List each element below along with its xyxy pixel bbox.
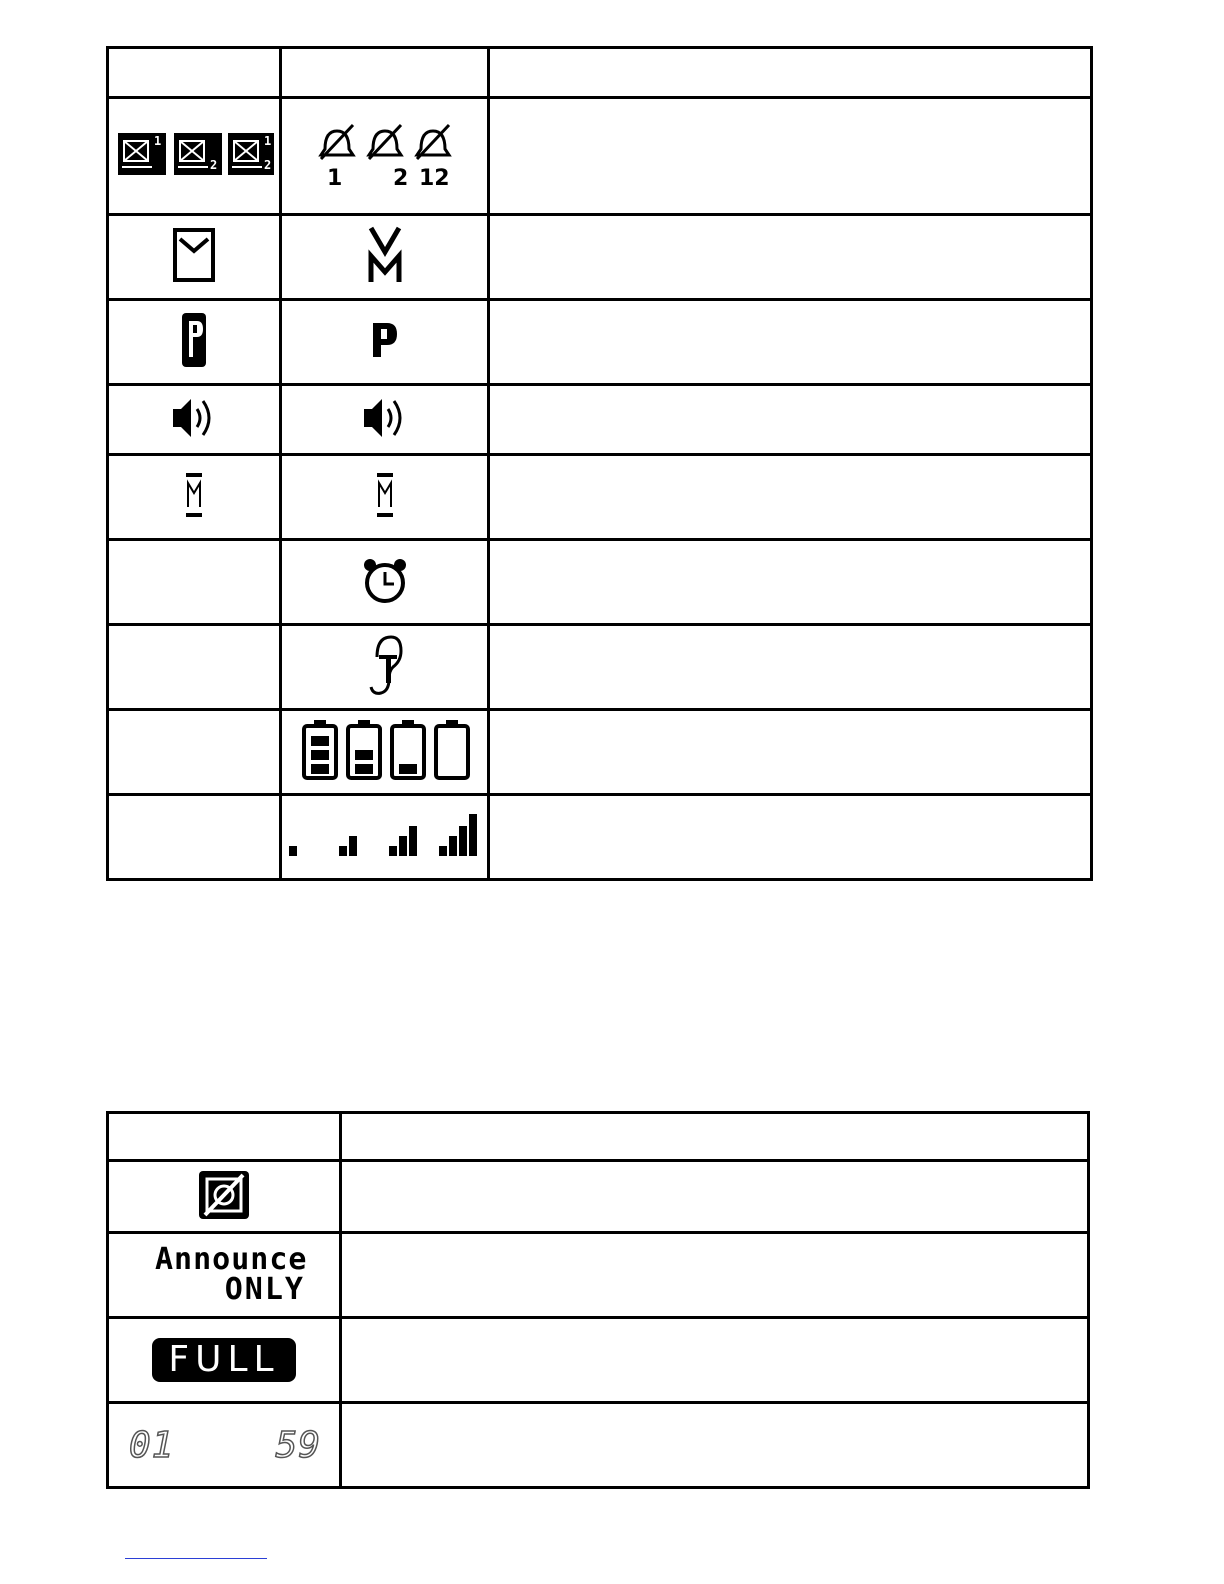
speaker-icon: [362, 395, 408, 441]
icon-cell: [281, 625, 489, 710]
icon-cell: [108, 710, 281, 795]
icon-cell: [108, 540, 281, 625]
table-header-row: [108, 1113, 1089, 1161]
mute-icon: [184, 471, 204, 519]
icon-cell: [108, 215, 281, 300]
description-cell: [489, 540, 1092, 625]
description-cell: [489, 625, 1092, 710]
table-row: [108, 455, 1092, 540]
icon-cell: [108, 300, 281, 385]
base-display-table: [106, 1111, 1090, 1489]
table-header-row: [108, 48, 1092, 98]
description-cell: [489, 300, 1092, 385]
only-text: ONLY: [224, 1272, 305, 1307]
table-row: [108, 1233, 1089, 1318]
svg-text:2: 2: [210, 158, 218, 172]
ringer-label: 2: [392, 166, 408, 189]
memory-full-display: FULL: [152, 1338, 296, 1382]
voicemail-icon: [368, 226, 402, 284]
svg-text:1: 1: [154, 134, 162, 148]
hearing-aid-icon: [367, 633, 403, 697]
description-cell: [489, 455, 1092, 540]
header-cell: [108, 48, 281, 98]
icon-cell: [108, 98, 281, 215]
icon-cell: [108, 1403, 341, 1488]
table-row: [108, 215, 1092, 300]
icon-cell: [281, 98, 489, 215]
icon-cell: [108, 1233, 341, 1318]
ringer-label: 1: [326, 166, 342, 189]
ringer-off-line-icon: [114, 129, 274, 179]
answering-system-off-icon: [197, 1169, 251, 1221]
ringer-label: 12: [418, 166, 450, 189]
description-cell: [489, 385, 1092, 455]
table-row: [108, 795, 1092, 880]
svg-text:2: 2: [264, 158, 272, 172]
table-row: [108, 300, 1092, 385]
table-row: [108, 1403, 1089, 1488]
description-cell: [489, 215, 1092, 300]
icon-cell: [108, 795, 281, 880]
description-cell: [341, 1318, 1089, 1403]
handset-icons-table: [106, 46, 1093, 881]
icon-cell: [108, 1318, 341, 1403]
icon-cell: [108, 385, 281, 455]
icon-cell: [281, 795, 489, 880]
icon-cell: [108, 455, 281, 540]
table-row: [108, 1318, 1089, 1403]
description-cell: [341, 1233, 1089, 1318]
description-cell: [489, 710, 1092, 795]
icon-cell: [281, 385, 489, 455]
icon-cell: [281, 300, 489, 385]
icon-cell: [108, 1161, 341, 1233]
icon-cell: [108, 625, 281, 710]
table-row: [108, 625, 1092, 710]
counter-right: 59: [275, 1424, 321, 1466]
header-cell: [108, 1113, 341, 1161]
announce-only-display: [155, 1242, 308, 1307]
description-cell: [341, 1161, 1089, 1233]
icon-cell: [281, 455, 489, 540]
table-row: [108, 710, 1092, 795]
description-cell: [489, 98, 1092, 215]
description-cell: [489, 795, 1092, 880]
mute-icon: [375, 471, 395, 519]
table-row: [108, 98, 1092, 215]
alarm-clock-icon: [361, 556, 409, 604]
footnote-divider: [125, 1558, 267, 1559]
icon-cell: [281, 540, 489, 625]
ringer-off-bell-icon: [315, 119, 455, 189]
speaker-icon: [171, 395, 217, 441]
header-cell: [341, 1113, 1089, 1161]
icon-cell: [281, 215, 489, 300]
battery-levels-icon: [300, 718, 470, 782]
counter-left: 01: [129, 1424, 175, 1466]
icon-cell: [281, 710, 489, 795]
envelope-icon: [172, 227, 216, 283]
header-cell: [281, 48, 489, 98]
privacy-icon: [371, 321, 399, 359]
description-cell: [341, 1403, 1089, 1488]
message-counter-display: [109, 1425, 339, 1466]
header-cell: [489, 48, 1092, 98]
privacy-boxed-icon: [180, 311, 208, 369]
svg-text:1: 1: [264, 134, 272, 148]
table-row: [108, 385, 1092, 455]
table-row: [108, 1161, 1089, 1233]
announce-text: Announce: [155, 1242, 308, 1277]
signal-strength-icon: [285, 812, 485, 858]
table-row: [108, 540, 1092, 625]
